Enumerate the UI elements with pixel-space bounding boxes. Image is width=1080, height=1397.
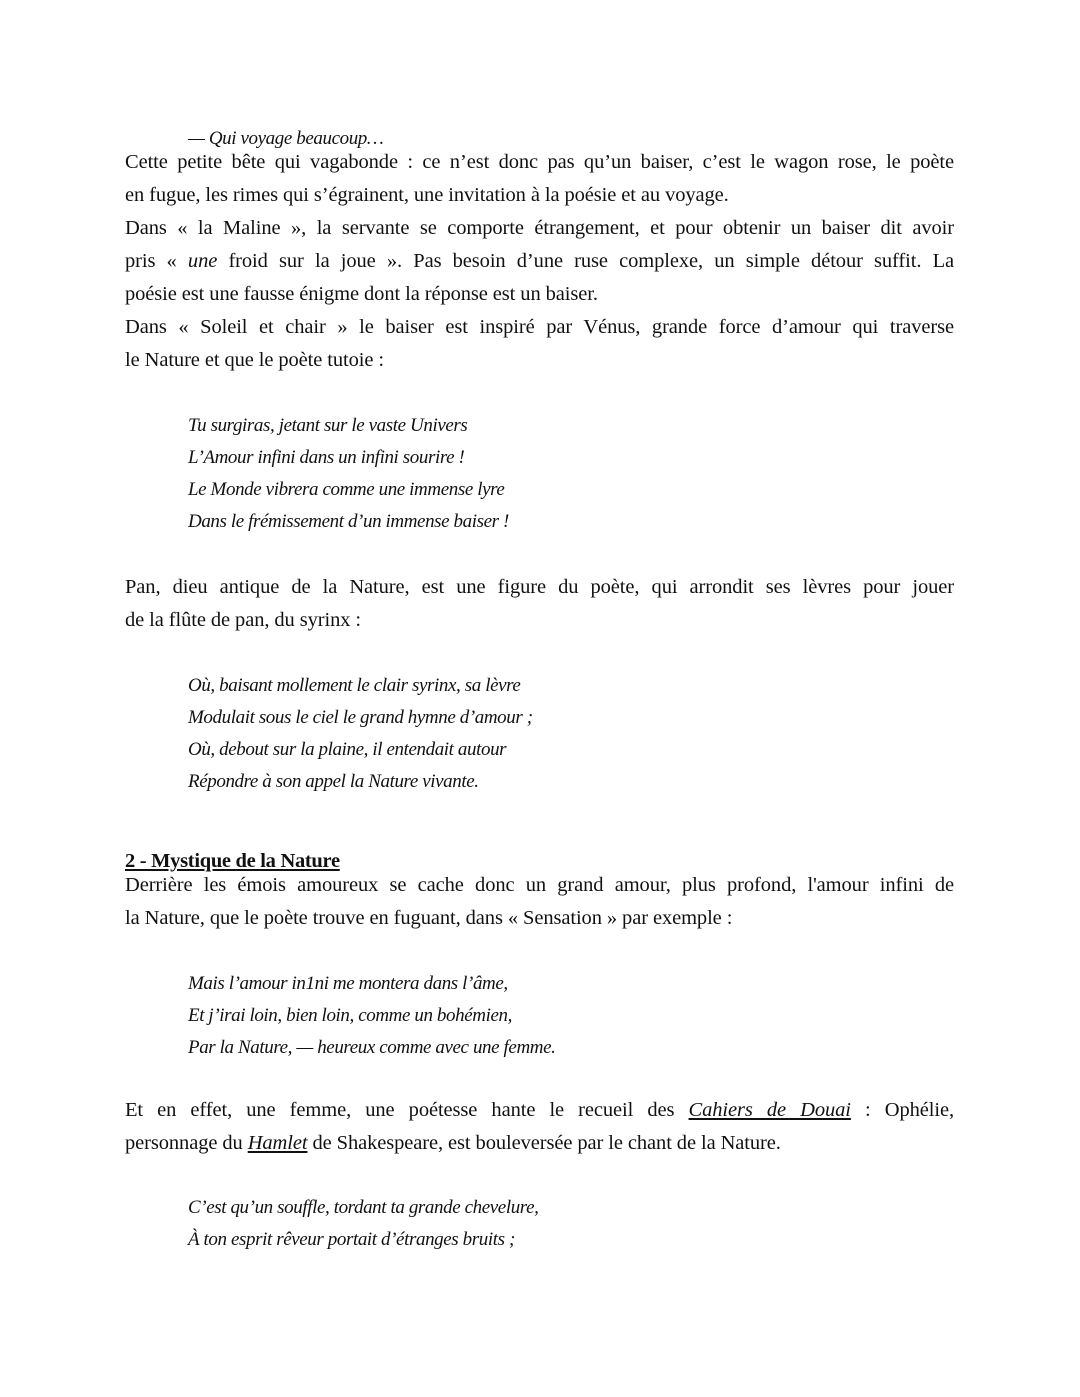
paragraph-line (125, 249, 954, 273)
verse-line: Mais l’amour in1ni me montera dans l’âme, (188, 973, 508, 994)
paragraph-line: poésie est une fausse énigme dont la réponse est un baiser. (125, 283, 598, 305)
text-segment: personnage du (125, 1132, 248, 1154)
italic-word: une (187, 250, 218, 272)
paragraph-line: de la flûte de pan, du syrinx : (125, 609, 362, 631)
text-segment: : Ophélie, (850, 1099, 954, 1121)
verse-line: Le Monde vibrera comme une immense lyre (188, 479, 505, 500)
quote-line: — Qui voyage beaucoup… (188, 128, 384, 149)
verse-line: Où, baisant mollement le clair syrinx, sa lèvre (188, 675, 521, 696)
text-segment: Et en effet, une femme, une poétesse hante le recueil des (125, 1099, 689, 1121)
verse-line: Et j’irai loin, bien loin, comme un bohémien, (188, 1005, 512, 1026)
text-segment: pris « (125, 250, 188, 272)
paragraph-line: Dans « la Maline », la servante se comporte étrangement, et pour obtenir un baiser dit avoir (125, 217, 954, 239)
paragraph-line: Cette petite bête qui vagabonde : ce n’est donc pas qu’un baiser, c’est le wagon rose, le poète (125, 151, 954, 173)
verse-line: Modulait sous le ciel le grand hymne d’amour ; (188, 707, 533, 728)
paragraph-line: le Nature et que le poète tutoie : (125, 349, 385, 371)
section-heading: 2 - Mystique de la Nature (125, 850, 340, 872)
paragraph-line (125, 1131, 781, 1155)
verse-line: C’est qu’un souffle, tordant ta grande chevelure, (188, 1197, 539, 1218)
verse-line: Où, debout sur la plaine, il entendait autour (188, 739, 507, 760)
paragraph-line (125, 1098, 954, 1122)
work-title-hamlet: Hamlet (247, 1132, 308, 1154)
verse-line: Par la Nature, — heureux comme avec une femme. (188, 1037, 556, 1058)
verse-line: Répondre à son appel la Nature vivante. (188, 771, 479, 792)
paragraph-line: Dans « Soleil et chair » le baiser est inspiré par Vénus, grande force d’amour qui traverse (125, 316, 954, 338)
verse-line: L’Amour infini dans un infini sourire ! (188, 447, 465, 468)
paragraph-line: Derrière les émois amoureux se cache donc un grand amour, plus profond, l'amour infini de (125, 874, 954, 896)
verse-line: À ton esprit rêveur portait d’étranges bruits ; (188, 1229, 515, 1250)
paragraph-line: la Nature, que le poète trouve en fuguant, dans « Sensation » par exemple : (125, 907, 733, 929)
work-title-cahiers-de-douai: Cahiers de Douai (688, 1099, 851, 1121)
text-segment: de Shakespeare, est bouleversée par le chant de la Nature. (307, 1132, 781, 1154)
paragraph-line: Pan, dieu antique de la Nature, est une figure du poète, qui arrondit ses lèvres pour jouer (125, 576, 954, 598)
paragraph-line: en fugue, les rimes qui s’égrainent, une invitation à la poésie et au voyage. (125, 184, 729, 206)
verse-line: Dans le frémissement d’un immense baiser ! (188, 511, 509, 532)
verse-line: Tu surgiras, jetant sur le vaste Univers (188, 415, 468, 436)
text-segment: froid sur la joue ». Pas besoin d’une ruse complexe, un simple détour suffit. La (217, 250, 954, 272)
